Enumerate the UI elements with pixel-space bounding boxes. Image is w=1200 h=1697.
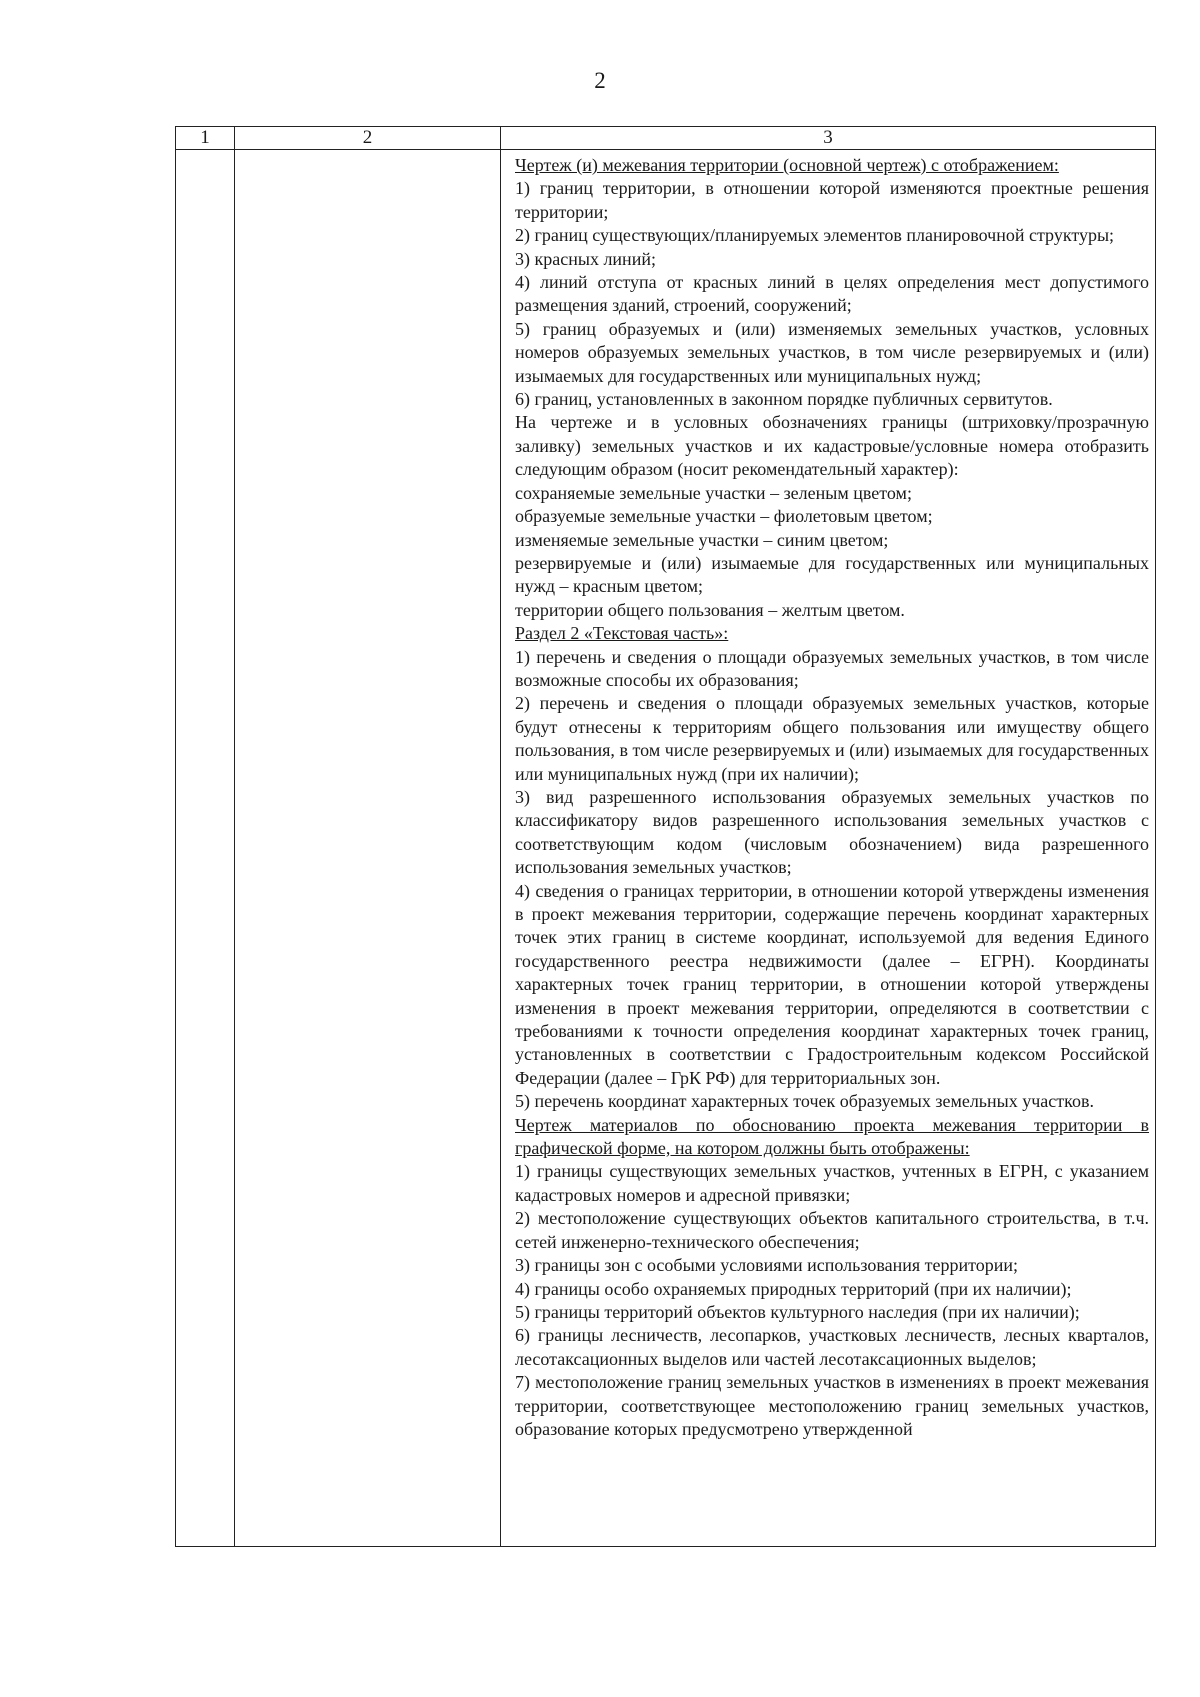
text-paragraph: 5) границ образуемых и (или) изменяемых земельных участков, условных номеров образуемых земельных участков, в том числе резервируемых и (или) изымаемых для государственных или муниципальных нужд; [515,318,1149,386]
column-header-1: 1 [176,127,235,150]
text-paragraph: 2) местоположение существующих объектов капитального строительства, в т.ч. сетей инженерно-технического обеспечения; [515,1208,1149,1252]
text-paragraph: изменяемые земельные участки – синим цветом; [515,529,889,550]
section-heading: Чертеж (и) межевания территории (основной чертеж) с отображением: [515,155,1059,175]
text-paragraph: 6) границ, установленных в законном порядке публичных сервитутов. [515,389,1053,410]
column-3-cell [501,150,1156,1547]
text-paragraph: 7) местоположение границ земельных участков в изменениях в проект межевания территории, соответствующее местоположению границ земельных участков, образование которых предусмотрено утвержденной [515,1372,1149,1439]
text-paragraph: 4) границы особо охраняемых природных территорий (при их наличии); [515,1278,1072,1299]
text-paragraph: сохраняемые земельные участки – зеленым цветом; [515,482,912,503]
text-paragraph: На чертеже и в условных обозначениях границы (штриховку/прозрачную заливку) земельных участков и их кадастровые/условные номера отобразить следующим образом (носит рекомендательный характер): [515,412,1149,480]
section-heading: Чертеж материалов по обоснованию проекта межевания территории в графической форме, на котором должны быть отображены: [515,1114,1149,1159]
requirements-text [501,150,1155,1441]
text-paragraph: 1) границы существующих земельных участков, учтенных в ЕГРН, с указанием кадастровых номеров и адресной привязки; [515,1161,1149,1205]
text-paragraph: 5) границы территорий объектов культурного наследия (при их наличии); [515,1301,1080,1322]
text-paragraph: резервируемые и (или) изымаемые для государственных или муниципальных нужд – красным цветом; [515,552,1149,597]
text-paragraph: 6) границы лесничеств, лесопарков, участковых лесничеств, лесных кварталов, лесотаксационных выделов или частей лесотаксационных выделов; [515,1325,1149,1369]
text-paragraph: 2) перечень и сведения о площади образуемых земельных участков, которые будут отнесены к территориям общего пользования или имуществу общего пользования, в том числе резервируемых и (или) изымаемых для государственных или муниципальных нужд (при их наличии); [515,693,1149,784]
table-body-row [176,150,1156,1547]
text-paragraph: 2) границ существующих/планируемых элементов планировочной структуры; [515,225,1115,246]
text-paragraph: образуемые земельные участки – фиолетовым цветом; [515,506,933,527]
text-paragraph: 4) линий отступа от красных линий в целях определения мест допустимого размещения зданий, строений, сооружений; [515,272,1149,316]
column-header-2: 2 [235,127,501,150]
text-paragraph: 1) границ территории, в отношении которой изменяются проектные решения территории; [515,178,1149,222]
text-paragraph: территории общего пользования – желтым цветом. [515,599,905,620]
text-paragraph: 5) перечень координат характерных точек образуемых земельных участков. [515,1091,1094,1112]
text-paragraph: 3) вид разрешенного использования образуемых земельных участков по классификатору видов разрешенного использования земельных участков с соответствующим кодом (числовым обозначением) вида разрешенного использования земельных участков; [515,786,1149,878]
text-paragraph: 4) сведения о границах территории, в отношении которой утверждены изменения в проект межевания территории, содержащие перечень координат характерных точек этих границ в системе координат, используемой для ведения Единого государственного реестра недвижимости (далее – ЕГРН). Координаты характерных точек границ территории, в отношении которой утверждены изменения в проект межевания территории, определяются в соответствии с требованиями к точности определения координат характерных точек границ, установленных в соответствии с Градостроительным кодексом Российской Федерации (далее – ГрК РФ) для территориальных зон. [515,880,1149,1088]
text-paragraph: 1) перечень и сведения о площади образуемых земельных участков, в том числе возможные способы их образования; [515,646,1149,690]
column-header-3: 3 [501,127,1156,150]
table-header-row [176,127,1156,150]
text-paragraph: 3) границы зон с особыми условиями использования территории; [515,1255,1018,1276]
column-1-cell [176,150,235,1547]
requirements-table [175,126,1156,1547]
text-paragraph: 3) красных линий; [515,248,656,269]
page-number: 2 [594,68,606,93]
column-2-cell [235,150,501,1547]
section-heading: Раздел 2 «Текстовая часть»: [515,623,729,644]
